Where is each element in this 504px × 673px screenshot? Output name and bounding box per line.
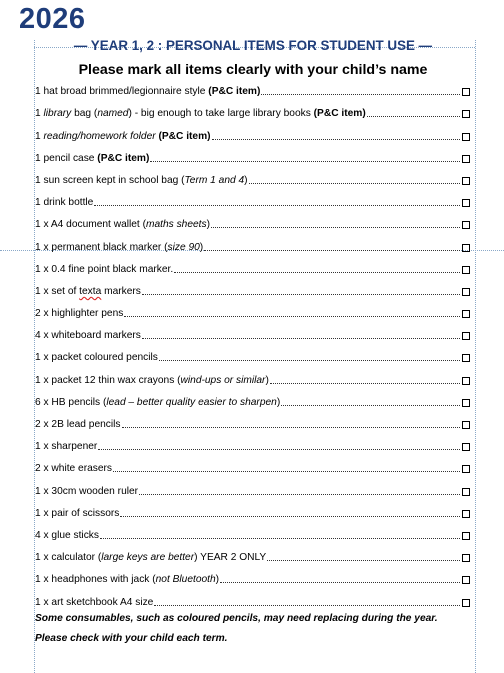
item-label-part: ): [215, 574, 220, 586]
dot-leader: [281, 405, 460, 406]
item-label-part: 1 x art sketchbook A4 size: [35, 596, 154, 608]
list-item-whiteboard-markers: [35, 321, 471, 343]
list-item-calculator: [35, 543, 471, 565]
checkbox-icon[interactable]: [462, 221, 470, 229]
item-label: [35, 597, 153, 610]
item-label: [35, 175, 248, 188]
checkbox-icon[interactable]: [462, 465, 470, 473]
dot-leader: [142, 338, 460, 339]
item-label: [35, 574, 219, 587]
item-label-part: 4 x glue sticks: [35, 529, 99, 541]
list-item-texta-markers: [35, 277, 471, 299]
list-item-hb-pencils: [35, 388, 471, 410]
dot-leader: [267, 560, 460, 561]
dot-leader: [154, 605, 460, 606]
dot-leader: [220, 582, 460, 583]
checkbox-icon[interactable]: [462, 133, 470, 141]
item-label: [35, 508, 119, 521]
checkbox-icon[interactable]: [462, 354, 470, 362]
item-label-part: 1 x A4 document wallet (: [35, 219, 146, 231]
dot-leader: [159, 360, 460, 361]
list-item-drink-bottle: [35, 188, 471, 210]
item-label-part: (P&C item): [313, 108, 366, 120]
dot-leader: [367, 116, 460, 117]
list-item-sketchbook: [35, 587, 471, 609]
dot-leader: [270, 383, 460, 384]
item-label-part: ) YEAR 2 ONLY: [194, 552, 267, 564]
list-item-permanent-marker: [35, 232, 471, 254]
list-item-2b-pencils: [35, 410, 471, 432]
list-item-coloured-pencils: [35, 343, 471, 365]
item-label: [35, 375, 269, 388]
list-item-headphones: [35, 565, 471, 587]
list-item-reading-folder: [35, 121, 471, 143]
page-subheading: Please mark all items clearly with your child’s name: [78, 62, 428, 78]
page-heading: [37, 37, 469, 55]
list-item-document-wallet: [35, 210, 471, 232]
item-label-part: large keys are better: [101, 552, 195, 564]
item-label-part: Term 1 and 4: [184, 174, 245, 186]
checkbox-icon[interactable]: [462, 599, 470, 607]
item-label: [35, 197, 93, 210]
item-label-part: 1 x 30cm wooden ruler: [35, 485, 139, 497]
heading-rule-left: —: [73, 38, 91, 53]
checkbox-icon[interactable]: [462, 488, 470, 496]
checkbox-icon[interactable]: [462, 310, 470, 318]
item-label-part: maths sheets: [146, 219, 207, 231]
item-label: [35, 153, 149, 166]
item-label-part: ): [206, 219, 210, 231]
dot-leader: [100, 538, 460, 539]
list-item-scissors: [35, 499, 471, 521]
dot-leader: [150, 161, 460, 162]
list-item-sharpener: [35, 432, 471, 454]
checkbox-icon[interactable]: [462, 110, 470, 118]
dot-leader: [124, 316, 460, 317]
checkbox-icon[interactable]: [462, 377, 470, 385]
item-label-part: 1: [35, 130, 44, 142]
item-label-part: library: [43, 108, 72, 120]
checkbox-icon[interactable]: [462, 532, 470, 540]
list-item-glue-sticks: [35, 521, 471, 543]
item-label-part: 6 x HB pencils (: [35, 396, 107, 408]
item-label: [35, 286, 141, 299]
checkbox-icon[interactable]: [462, 510, 470, 518]
dot-leader: [142, 294, 460, 295]
item-label-part: 2 x highlighter pens: [35, 308, 124, 320]
dot-leader: [211, 227, 460, 228]
footer-note-line-1: Some consumables, such as coloured pencils, may need replacing during the year.: [35, 613, 438, 624]
checkbox-icon[interactable]: [462, 177, 470, 185]
checkbox-icon[interactable]: [462, 421, 470, 429]
list-item-fine-point-marker: [35, 255, 471, 277]
item-label-part: (P&C item): [208, 86, 261, 98]
item-label-part: 1 x headphones with jack (: [35, 574, 156, 586]
item-label: [35, 219, 210, 232]
checkbox-icon[interactable]: [462, 576, 470, 584]
item-label-part: 1 x packet coloured pencils: [35, 352, 158, 364]
margin-guide-right: [475, 40, 476, 673]
item-label: [35, 86, 260, 99]
item-label-part: reading/homework folder: [43, 130, 156, 142]
list-item-pencil-case: [35, 144, 471, 166]
item-label: [35, 242, 203, 255]
item-label: [35, 419, 121, 432]
item-label-part: 1 x permanent black marker (: [35, 241, 168, 253]
list-item-wooden-ruler: [35, 476, 471, 498]
item-label-part: 1 x pair of scissors: [35, 507, 120, 519]
item-label-part: 1 x 0.4 fine point black marker.: [35, 263, 174, 275]
dot-leader: [204, 250, 460, 251]
list-item-sun-screen: [35, 166, 471, 188]
item-label: [35, 397, 280, 410]
item-label-part: not Bluetooth: [155, 574, 216, 586]
item-label-part: 1 sun screen kept in school bag (: [35, 174, 185, 186]
item-label-part: ): [265, 374, 269, 386]
item-label-part: 1 x calculator (: [35, 552, 102, 564]
checkbox-icon[interactable]: [462, 244, 470, 252]
item-label: [35, 486, 138, 499]
item-label: [35, 308, 123, 321]
list-item-wax-crayons: [35, 365, 471, 387]
list-item-library-bag: [35, 99, 471, 121]
dot-leader: [122, 427, 460, 428]
item-label: [35, 108, 366, 121]
item-label-part: ) - big enough to take large library books: [128, 108, 314, 120]
item-label-part: wind-ups or similar: [180, 374, 266, 386]
footer-note-line-2: Please check with your child each term.: [35, 633, 228, 644]
checkbox-icon[interactable]: [462, 266, 470, 274]
list-item-highlighter-pens: [35, 299, 471, 321]
item-label-part: size 90: [167, 241, 200, 253]
item-label: [35, 352, 158, 365]
item-label: [35, 131, 211, 144]
checkbox-icon[interactable]: [462, 199, 470, 207]
checkbox-icon[interactable]: [462, 554, 470, 562]
list-item-white-erasers: [35, 454, 471, 476]
items-list: [35, 77, 471, 610]
item-label-part: markers: [101, 285, 141, 297]
item-label: [35, 330, 141, 343]
dot-leader: [113, 471, 460, 472]
item-label-part: bag (: [71, 108, 98, 120]
checkbox-icon[interactable]: [462, 155, 470, 163]
item-label-part: 1 pencil case: [35, 152, 98, 164]
item-label-part: lead – better quality easier to sharpen: [106, 396, 277, 408]
document-year: 2026: [19, 3, 86, 35]
dot-leader: [174, 272, 460, 273]
item-label: [35, 463, 112, 476]
item-label: [35, 264, 173, 277]
list-item-hat: [35, 77, 471, 99]
item-label-part: 2 x 2B lead pencils: [35, 419, 121, 430]
dot-leader: [139, 494, 460, 495]
item-label: [35, 552, 266, 565]
dot-leader: [261, 94, 460, 95]
checkbox-icon[interactable]: [462, 399, 470, 407]
item-label: [35, 441, 97, 454]
item-label-part: 1 x set of: [35, 285, 80, 297]
dot-leader: [212, 139, 460, 140]
checkbox-icon[interactable]: [462, 443, 470, 451]
item-label-part: (P&C item): [97, 152, 150, 164]
heading-text: YEAR 1, 2 : PERSONAL ITEMS FOR STUDENT USE: [90, 38, 415, 53]
checkbox-icon[interactable]: [462, 88, 470, 96]
item-label-part: 2 x white erasers: [35, 463, 113, 475]
heading-rule-right: —: [414, 38, 433, 53]
item-label-part: texta: [79, 285, 102, 297]
dot-leader: [120, 516, 460, 517]
item-label-part: ): [244, 174, 248, 186]
item-label-part: 1 x sharpener: [35, 441, 98, 453]
item-label-part: 1 drink bottle: [35, 197, 94, 209]
item-label-part: ): [276, 396, 281, 408]
checkbox-icon[interactable]: [462, 332, 470, 340]
item-label-part: named: [97, 108, 129, 120]
item-label-part: 1 hat broad brimmed/legionnaire style: [35, 86, 209, 98]
item-label-part: ): [199, 241, 204, 253]
dot-leader: [249, 183, 460, 184]
item-label: [35, 530, 99, 543]
item-label-part: 4 x whiteboard markers: [35, 330, 141, 342]
item-label-part: (P&C item): [158, 130, 211, 142]
item-label-part: 1: [35, 108, 44, 120]
checkbox-icon[interactable]: [462, 288, 470, 296]
dot-leader: [98, 449, 460, 450]
dot-leader: [94, 205, 460, 206]
item-label-part: 1 x packet 12 thin wax crayons (: [35, 374, 181, 386]
